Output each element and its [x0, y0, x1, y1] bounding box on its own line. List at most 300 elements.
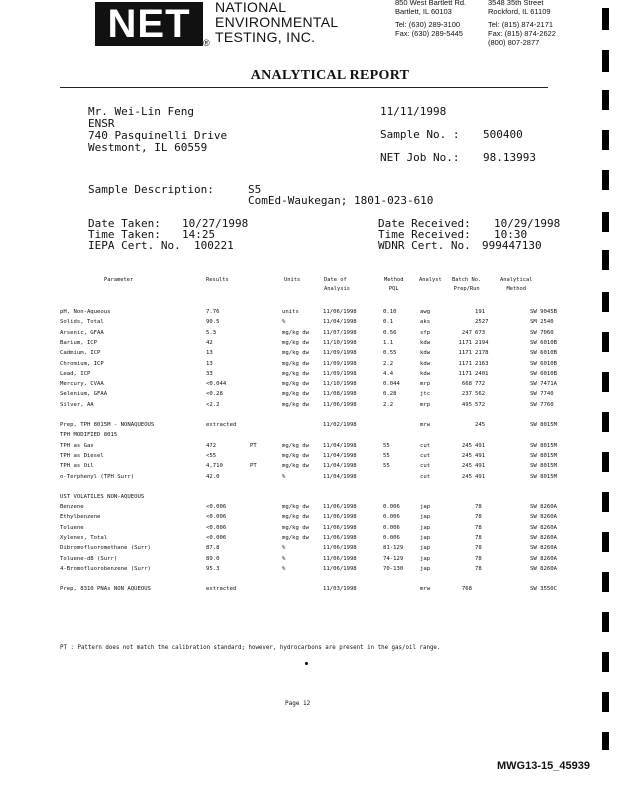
time-received-label: Time Received:	[378, 228, 471, 241]
cell-batch-run: 78	[475, 555, 482, 562]
cell-date: 11/09/1998	[323, 370, 357, 377]
cell-batch-run: 78	[475, 524, 482, 531]
cell-batch-run: 78	[475, 535, 482, 541]
cell-method: SM 2540	[530, 319, 554, 326]
cell-analyst: mrw	[420, 586, 431, 593]
cell-analyst: mrw	[420, 422, 431, 428]
sample-desc-2: ComEd-Waukegan; 1801-023-610	[248, 194, 434, 207]
cell-date: 11/08/1998	[323, 391, 357, 398]
scan-mark	[602, 50, 609, 72]
header-parameter: Parameter	[104, 277, 134, 283]
table-row	[0, 308, 618, 317]
cell-batch-run: 491	[475, 442, 486, 449]
cell-parameter: TPH MODIFIED 8015	[60, 432, 118, 439]
cell-analyst: aks	[420, 319, 431, 326]
cell-method: SW 8260A	[530, 565, 557, 572]
cell-batch-run: 78	[475, 514, 482, 521]
cell-parameter: TPH as Diesel	[60, 452, 104, 459]
client-company: ENSR	[88, 117, 115, 130]
office-bartlett-line: Tel: (630) 289-3100	[395, 20, 461, 29]
cell-parameter: pH, Non-Aqueous	[60, 309, 111, 315]
office-bartlett-line: Fax: (630) 289-5445	[395, 29, 463, 38]
cell-batch-prep: 1171	[458, 360, 472, 367]
header-method-pql	[384, 276, 403, 294]
cell-method: SW 8260A	[530, 524, 557, 531]
cell-units: mg/kg dw	[282, 463, 309, 470]
cell-parameter: Prep, 8310 PNAs NON AQUEOUS	[60, 586, 151, 593]
cell-pql: 81-129	[383, 545, 404, 552]
cell-parameter: Benzene	[60, 504, 84, 511]
cell-analyst: jap	[420, 565, 431, 572]
cell-result: <55	[206, 452, 217, 459]
cell-date: 11/04/1998	[323, 463, 357, 470]
scan-mark	[602, 572, 609, 592]
office-rockford-line: 3548 35th Street	[488, 0, 544, 7]
cell-method: SW 8260A	[530, 514, 557, 521]
table-row	[0, 555, 618, 564]
cell-units: %	[282, 473, 286, 480]
cell-batch-run: 78	[475, 565, 482, 572]
cell-analyst: cut	[420, 473, 431, 480]
cell-batch-prep: 237	[461, 391, 472, 398]
office-bartlett-line: Bartlett, IL 60103	[395, 7, 452, 16]
cell-result: <0.006	[206, 514, 227, 521]
cell-date: 11/04/1998	[323, 319, 357, 326]
cell-batch-prep: 245	[461, 463, 472, 470]
cell-method: SW 8260A	[530, 535, 557, 541]
scan-mark	[602, 90, 609, 110]
cell-units: mg/kg dw	[282, 329, 309, 336]
cell-parameter: Dibromofluoromethane (Surr)	[60, 545, 151, 552]
header-pql-line: PQL	[388, 286, 399, 292]
cell-result: 13	[206, 350, 213, 357]
table-row	[0, 370, 618, 379]
cell-method: SW 8260A	[530, 504, 557, 511]
cell-parameter: Barium, ICP	[60, 339, 98, 346]
cell-batch-run: 2178	[475, 350, 489, 357]
scan-mark	[602, 692, 609, 712]
cell-pql: 55	[383, 452, 390, 459]
cell-analyst: awg	[420, 309, 431, 315]
header-analytical-method	[500, 276, 532, 294]
table-row	[0, 442, 618, 451]
date-taken-label: Date Taken:	[88, 217, 161, 230]
cell-date: 11/10/1998	[323, 339, 357, 346]
cell-method: SW 3550C	[530, 586, 557, 593]
cell-parameter: Selenium, GFAA	[60, 391, 108, 398]
cell-analyst: kdw	[420, 360, 431, 367]
table-row	[0, 585, 618, 594]
cell-batch-prep: 247	[461, 329, 472, 336]
iepa-number: 100221	[194, 239, 234, 252]
cell-result: <0.28	[206, 391, 223, 398]
sample-no: 500400	[483, 128, 523, 141]
table-row	[0, 339, 618, 348]
cell-method: SW 8260A	[530, 545, 557, 552]
cell-batch-prep: 245	[461, 442, 472, 449]
title-rule	[60, 87, 548, 88]
cell-result: extracted	[206, 586, 237, 593]
table-row	[0, 380, 618, 389]
cell-parameter: TPH as Oil	[60, 463, 94, 470]
cell-date: 11/04/1998	[323, 473, 357, 480]
cell-units: units	[282, 309, 299, 315]
cell-pql: 0.006	[383, 504, 400, 511]
cell-units: mg/kg dw	[282, 514, 309, 521]
cell-result: <2.2	[206, 401, 220, 408]
cell-date: 11/06/1998	[323, 545, 357, 552]
cell-parameter: Cadmium, ICP	[60, 350, 101, 357]
cell-flag: PT	[250, 463, 257, 470]
cell-analyst: jap	[420, 555, 431, 562]
office-rockford-line: Tel: (815) 874-2171	[488, 20, 554, 29]
table-row	[0, 493, 618, 502]
job-no: 98.13993	[483, 151, 536, 164]
table-row	[0, 473, 618, 482]
cell-parameter: Silver, AA	[60, 401, 94, 408]
cell-pql: 0.56	[383, 329, 397, 336]
document-id: MWG13-15_45939	[497, 760, 590, 772]
cell-date: 11/06/1998	[323, 309, 357, 315]
scan-mark	[602, 612, 609, 632]
table-row	[0, 318, 618, 327]
office-rockford	[488, 0, 556, 47]
cell-batch-prep: 495	[461, 401, 472, 408]
cell-method: SW 8015M	[530, 422, 557, 428]
report-title: ANALYTICAL REPORT	[250, 68, 410, 83]
cell-parameter: Arsenic, GFAA	[60, 329, 104, 336]
cell-date: 11/04/1998	[323, 452, 357, 459]
cell-date: 11/06/1998	[323, 524, 357, 531]
cell-date: 11/07/1998	[323, 329, 357, 336]
cell-method: SW 8015M	[530, 442, 557, 449]
table-row	[0, 565, 618, 574]
table-row	[0, 421, 618, 430]
date-taken: 10/27/1998	[182, 217, 249, 230]
cell-method: SW 7471A	[530, 381, 557, 388]
cell-pql: 0.28	[383, 391, 397, 398]
cell-analyst: jap	[420, 524, 431, 531]
sample-desc-label: Sample Description:	[88, 183, 214, 196]
job-no-label: NET Job No.:	[380, 151, 460, 164]
cell-method: SW 6010B	[530, 370, 557, 377]
cell-result: 472	[206, 442, 217, 449]
header-method-line: Method	[506, 286, 526, 292]
cell-units: mg/kg dw	[282, 339, 309, 346]
cell-flag: PT	[250, 442, 257, 449]
cell-result: <0.006	[206, 504, 227, 511]
cell-batch-run: 2163	[475, 360, 489, 367]
scan-mark	[602, 8, 609, 30]
client-city: Westmont, IL 60559	[88, 141, 208, 154]
cell-analyst: kdw	[420, 339, 431, 346]
cell-parameter: Ethylbenzene	[60, 514, 101, 521]
speck-mark	[305, 662, 308, 665]
cell-parameter: TPH as Gas	[60, 442, 94, 449]
cell-batch-run: 245	[475, 422, 486, 428]
table-row	[0, 349, 618, 358]
cell-pql: 0.55	[383, 350, 397, 357]
table-row	[0, 524, 618, 533]
cell-batch-run: 572	[475, 401, 486, 408]
table-row	[0, 544, 618, 553]
cell-batch-run: 491	[475, 473, 486, 480]
cell-batch-prep: 245	[461, 473, 472, 480]
cell-date: 11/06/1998	[323, 401, 357, 408]
cell-date: 11/06/1998	[323, 535, 357, 541]
cell-batch-prep: 1171	[458, 339, 472, 346]
cell-date: 11/09/1998	[323, 360, 357, 367]
cell-analyst: cut	[420, 452, 431, 459]
cell-analyst: mrp	[420, 381, 431, 388]
cell-batch-run: 2527	[475, 319, 489, 326]
cell-result: 89.0	[206, 555, 220, 562]
cell-pql: 0.044	[383, 381, 400, 388]
cell-units: %	[282, 319, 286, 326]
cell-units: mg/kg dw	[282, 391, 309, 398]
cell-pql: 55	[383, 463, 390, 470]
scan-mark	[602, 412, 609, 432]
cell-method: SW 8260A	[530, 555, 557, 562]
cell-date: 11/02/1998	[323, 422, 357, 428]
scan-mark	[602, 130, 609, 150]
client-name: Mr. Wei-Lin Feng	[88, 105, 194, 118]
scan-mark	[602, 170, 609, 190]
header-units: Units	[284, 277, 301, 283]
scan-mark	[602, 732, 609, 750]
cell-analyst: jap	[420, 504, 431, 511]
page-number: Page 12	[285, 700, 311, 707]
cell-units: mg/kg dw	[282, 442, 309, 449]
cell-result: <0.006	[206, 524, 227, 531]
header-pql-line: Method	[384, 277, 404, 283]
table-row	[0, 401, 618, 410]
cell-result: 5.3	[206, 329, 217, 336]
cell-pql: 4.4	[383, 370, 394, 377]
cell-analyst: jap	[420, 514, 431, 521]
wdnr-label: WDNR Cert. No.	[378, 239, 471, 252]
scan-mark	[602, 250, 609, 270]
cell-batch-run: 491	[475, 463, 486, 470]
cell-result: <0.006	[206, 535, 227, 541]
cell-batch-prep: 245	[461, 452, 472, 459]
cell-method: SW 8015M	[530, 473, 557, 480]
cell-result: 87.8	[206, 545, 220, 552]
cell-batch-run: 562	[475, 391, 486, 398]
cell-parameter: Lead, ICP	[60, 370, 91, 377]
cell-batch-run: 491	[475, 452, 486, 459]
cell-date: 11/09/1998	[323, 350, 357, 357]
header-analyst: Analyst	[419, 277, 442, 283]
scan-mark	[602, 452, 609, 472]
sample-no-label: Sample No. :	[380, 128, 460, 141]
cell-batch-prep: 1171	[458, 350, 472, 357]
report-date: 11/11/1998	[380, 105, 447, 118]
cell-method: SW 6010B	[530, 339, 557, 346]
cell-units: mg/kg dw	[282, 381, 309, 388]
cell-method: SW 8015M	[530, 452, 557, 459]
scan-mark	[602, 492, 609, 512]
cell-analyst: mrp	[420, 401, 431, 408]
cell-units: mg/kg dw	[282, 452, 309, 459]
table-row	[0, 513, 618, 522]
cell-pql: 0.006	[383, 514, 400, 521]
cell-result: 13	[206, 360, 213, 367]
cell-batch-run: 772	[475, 381, 486, 388]
cell-parameter: UST VOLATILES NON-AQUEOUS	[60, 493, 145, 500]
header-batch-line: Batch No.	[452, 277, 482, 283]
table-row	[0, 534, 618, 543]
sample-desc-1: S5	[248, 183, 262, 196]
cell-batch-run: 191	[475, 309, 486, 315]
header-date-line: Date of	[324, 277, 347, 283]
office-rockford-line: Rockford, IL 61109	[488, 7, 551, 16]
cell-analyst: cut	[420, 463, 431, 470]
cell-units: mg/kg dw	[282, 524, 309, 531]
cell-parameter: 4-Bromofluorobenzene (Surr)	[60, 565, 151, 572]
iepa-label: IEPA Cert. No.	[88, 239, 181, 252]
table-row	[0, 329, 618, 338]
company-name	[215, 0, 338, 45]
cell-analyst: kdw	[420, 370, 431, 377]
cell-result: 42	[206, 339, 213, 346]
cell-result: 7.76	[206, 309, 220, 315]
cell-method: SW 7760	[530, 401, 554, 408]
cell-units: mg/kg dw	[282, 504, 309, 511]
header-batch-line: Prep/Run	[453, 286, 480, 292]
wdnr-number: 999447130	[482, 239, 542, 252]
cell-result: 33	[206, 370, 213, 377]
cell-date: 11/06/1998	[323, 565, 357, 572]
table-row	[0, 462, 618, 471]
company-line-1: NATIONAL	[215, 0, 287, 15]
header-results: Results	[206, 277, 229, 283]
date-received: 10/29/1998	[494, 217, 561, 230]
cell-units: mg/kg dw	[282, 350, 309, 357]
client-street: 740 Pasquinelli Drive	[88, 129, 228, 142]
cell-parameter: Mercury, CVAA	[60, 381, 104, 388]
cell-batch-run: 78	[475, 504, 482, 511]
cell-date: 11/06/1998	[323, 555, 357, 562]
cell-pql: 55	[383, 442, 390, 449]
cell-method: SW 6010B	[530, 360, 557, 367]
cell-analyst: jap	[420, 535, 431, 541]
cell-method: SW 7740	[530, 391, 554, 398]
office-bartlett-line: 850 West Bartlett Rd.	[395, 0, 467, 7]
cell-analyst: cut	[420, 442, 431, 449]
header-method-line: Analytical	[500, 277, 533, 283]
cell-result: 90.5	[206, 319, 220, 326]
cell-result: 4,710	[206, 463, 223, 470]
scan-mark	[602, 212, 609, 232]
cell-pql: 74-129	[383, 555, 404, 562]
registered-mark: ®	[203, 38, 210, 48]
scan-mark	[602, 652, 609, 672]
cell-analyst: sfp	[420, 329, 431, 336]
time-taken-label: Time Taken:	[88, 228, 161, 241]
cell-date: 11/06/1998	[323, 514, 357, 521]
table-row	[0, 390, 618, 399]
time-received: 10:30	[494, 228, 528, 241]
office-bartlett	[395, 0, 466, 38]
cell-units: mg/kg dw	[282, 360, 309, 367]
cell-parameter: Toluene	[60, 524, 84, 531]
scan-mark	[602, 292, 609, 312]
footnote: PT : Pattern does not match the calibration standard; however, hydrocarbons are present in the gas/oil range.	[60, 645, 441, 651]
cell-units: %	[282, 545, 286, 552]
cell-method: SW 6010B	[530, 350, 557, 357]
cell-units: mg/kg dw	[282, 401, 309, 408]
cell-analyst: kdw	[420, 350, 431, 357]
time-taken: 14:25	[182, 228, 216, 241]
header-batch	[452, 276, 481, 294]
cell-date: 11/10/1998	[323, 381, 357, 388]
cell-units: %	[282, 555, 286, 562]
cell-batch-run: 2401	[475, 370, 489, 377]
cell-date: 11/04/1998	[323, 442, 357, 449]
cell-result: 95.3	[206, 565, 220, 572]
cell-result: <0.044	[206, 381, 227, 388]
header-date	[324, 276, 350, 294]
cell-analyst: jtc	[420, 391, 431, 398]
header-date-line: Analysis	[324, 286, 350, 292]
cell-result: extracted	[206, 422, 237, 428]
table-row	[0, 431, 618, 440]
cell-date: 11/03/1998	[323, 586, 357, 593]
cell-units: %	[282, 565, 286, 572]
table-row	[0, 503, 618, 512]
office-rockford-line: (800) 807-2877	[488, 38, 540, 47]
cell-method: SW 9045B	[530, 309, 557, 315]
cell-batch-prep: 768	[461, 586, 472, 593]
cell-pql: 0.10	[383, 309, 397, 315]
scan-mark	[602, 532, 609, 552]
cell-parameter: o-Terphenyl (TPH Surr)	[60, 473, 135, 480]
cell-parameter: Solids, Total	[60, 319, 104, 326]
cell-parameter: Toluene-d8 (Surr)	[60, 555, 118, 562]
cell-batch-run: 673	[475, 329, 486, 336]
cell-pql: 0.006	[383, 524, 400, 531]
office-rockford-line: Fax: (815) 874-2622	[488, 29, 556, 38]
company-line-3: TESTING, INC.	[215, 29, 316, 45]
cell-date: 11/06/1998	[323, 504, 357, 511]
date-received-label: Date Received:	[378, 217, 471, 230]
cell-result: 42.0	[206, 473, 220, 480]
cell-method: SW 8015M	[530, 463, 557, 470]
cell-batch-prep: 668	[461, 381, 472, 388]
cell-batch-run: 78	[475, 545, 482, 552]
cell-batch-run: 2194	[475, 339, 489, 346]
cell-pql: 70-130	[383, 565, 404, 572]
cell-analyst: jap	[420, 545, 431, 552]
cell-parameter: Prep, TPH 8015M - NONAQUEOUS	[60, 422, 155, 428]
cell-units: mg/kg dw	[282, 535, 309, 541]
cell-batch-prep: 1171	[458, 370, 472, 377]
cell-parameter: Xylenes, Total	[60, 535, 108, 541]
net-logo: NET	[95, 2, 203, 46]
company-line-2: ENVIRONMENTAL	[215, 14, 339, 30]
scan-mark	[602, 372, 609, 392]
cell-parameter: Chromium, ICP	[60, 360, 104, 367]
table-row	[0, 360, 618, 369]
table-row	[0, 452, 618, 461]
cell-units: mg/kg dw	[282, 370, 309, 377]
scan-mark	[602, 332, 609, 352]
cell-pql: 2.2	[383, 360, 394, 367]
cell-method: SW 7060	[530, 329, 554, 336]
cell-pql: 0.1	[383, 319, 394, 326]
cell-pql: 1.1	[383, 339, 394, 346]
